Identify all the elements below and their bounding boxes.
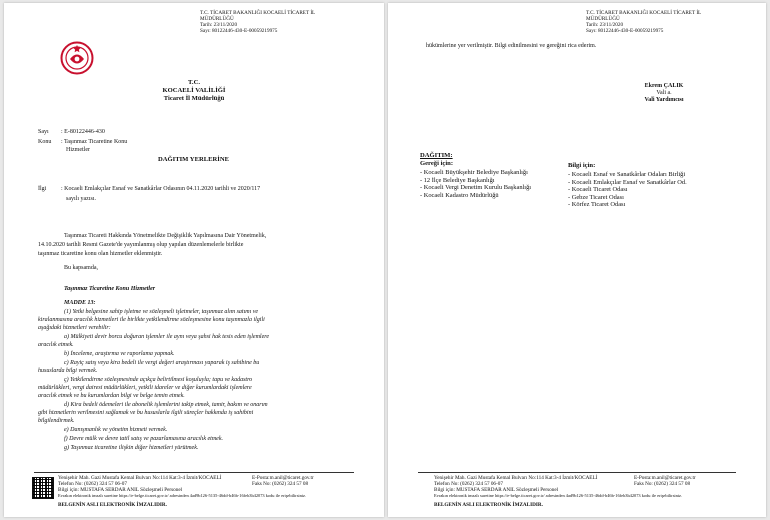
madde-line: f) Devre mülk ve devre tatil satış ve pazarlamasına aracılık etmek. [64,436,224,442]
madde-line: kiralanmasına aracılık hizmetleri ile birlikte yetkilendirme sözleşmesine konu taşınmazla ilgili [38,317,265,323]
signature-block: Ekrem ÇALIK Vali a. Vali Yardımcısı [644,83,684,103]
madde-line: b) İnceleme, araştırma ve raporlama yapmak. [64,351,175,357]
madde-line: aşağıdaki hizmetleri verebilir: [38,325,111,331]
closing-line: hükümlerine yer verilmiştir. Bilgi edinilmesini ve gereğini rica ederim. [426,43,597,49]
qr-code-icon [32,477,54,499]
list-item: - Kocaeli Vergi Denetim Kurulu Başkanlığı [420,184,532,192]
sayi-label: Sayı [38,129,49,135]
footer-right: E-Posta:m.anil@ticaret.gov.tr Faks No: (0262) 324 57 08 [634,475,696,487]
sayi-value: : E-80122446-430 [61,129,105,135]
ilgi-value-2: sayılı yazısı. [66,196,96,202]
body-line-2: 14.10.2020 tarihli Resmi Gazete'de yayımlanmış olup yapılan düzenlemelerle birlikte [38,242,244,248]
konu-value: : Taşınmaz Ticaretine Konu [61,139,128,145]
org-header: T.C. KOCAELİ VALİLİĞİ Ticaret İl Müdürlüğü [162,79,226,102]
madde-line: ç) Yetkilendirme sözleşmesinde açıkça belirtilmesi koşuluyla; tapu ve kadastro [64,377,253,383]
document-page-2 [388,3,766,517]
list-item: - Gebze Ticaret Odası [568,193,624,201]
madde-line: aracılık etmek ve bu kurumlardan bilgi ve belge temin etmek. [38,393,185,399]
section-title: Taşınmaz Ticaretine Konu Hizmetler [64,286,156,292]
konu-label: Konu [38,139,52,145]
madde-line: g) Taşınmaz ticaretine ilişkin diğer hizmetleri yürütmek. [64,445,199,451]
list-item: - Kocaeli Esnaf ve Sanatkârlar Odaları Birliği [568,171,686,178]
konu-value-2: Hizmetler [66,147,90,153]
ilgi-value: : Kocaeli Emlakçılar Esnaf ve Sanatkârlar Odasının 04.11.2020 tarihli ve 2020/117 [61,186,261,192]
list-item: - Kocaeli Kadastro Müdürlüğü [420,191,499,199]
geregi-list [420,169,531,199]
footer-bottom: BELGENİN ASLI ELEKTRONİK İMZALIDIR. [58,502,167,508]
dagitim-title: DAĞITIM: [420,152,453,159]
footer-bottom: BELGENİN ASLI ELEKTRONİK İMZALIDIR. [434,502,543,508]
footer [4,469,384,517]
bu-kapsamda: Bu kapsamda, [64,265,98,271]
list-item: - Körfez Ticaret Odası [568,201,626,209]
footer-divider [418,472,736,473]
header-right: T.C. TİCARET BAKANLIĞI KOCAELİ TİCARET İL MÜDÜRLÜĞÜ Tarih: 23/11/2020 Sayı: 80122446-430-E-00059219975 [586,10,702,34]
document-page-1 [4,3,384,517]
bilgi-title: Bilgi için: [568,162,596,169]
madde-line: aracılık etmek. [38,342,74,348]
madde-heading: MADDE 13: [64,300,96,306]
madde-line: c) Rayiç satış veya kira bedeli ile vergi değeri araştırması yaparak iş sahibine bu [64,360,260,366]
madde-line: (1) Yetki belgesine sahip işletme ve sözleşmeli işletmeler, taşınmaz alım satımı ve [64,309,259,315]
bilgi-list [568,171,687,209]
madde-line: hususlarda bilgi vermek. [38,368,98,374]
geregi-title: Gereği için: [420,160,454,167]
dagitim-heading: DAĞITIM YERLERİNE [158,156,230,163]
footer-left: Yenişehir Mah. Gazi Mustafa Kemal Bulvarı No:114 Kat:3-4 İzmit/KOCAELİ Telefon No: (0262) 324 57 06-07 Bilgi için: MUSTAFA SERDAR ANIL Sözleşmeli Personel Evrakın elektronik imzalı suretine https://e-belge.ticaret.gov.tr/ adresinden 4ad9b126-5135-46dd-b46b-16feb3b42073 kodu ile erişebilirsiniz. [434,475,683,498]
madde-line: gibi hizmetlerin verilmesini sağlamak ve bu hususlarla ilgili süreçler hakkında iş sahibini [38,410,254,416]
madde-line: bilgilendirmek. [38,418,75,424]
ilgi-label: İlgi [38,186,47,192]
madde-line: d) Kira bedeli ödemeleri ile abonelik işlemlerini takip etmek, tamir, bakım ve onarım [64,402,268,408]
list-item: - Kocaeli Ticaret Odası [568,186,628,194]
footer-left: Yenişehir Mah. Gazi Mustafa Kemal Bulvarı No:114 Kat:3-4 İzmit/KOCAELİ Telefon No: (0262) 324 57 06-07 Bilgi için: MUSTAFA SERDAR ANIL Sözleşmeli Personel Evrakın elektronik imzalı suretine https://e-belge.ticaret.gov.tr/ adresinden 4ad9b126-5135-46dd-b46b-16feb3b42073 kodu ile erişebilirsiniz. [58,475,307,498]
list-item: - Kocaeli Emlakçılar Esnaf ve Sanatkârlar Od. [568,178,687,186]
list-item: - 12 İlçe Belediye Başkanlığı [420,176,495,184]
list-item: - Kocaeli Büyükşehir Belediye Başkanlığı [420,169,528,176]
footer-right: E-Posta:m.anil@ticaret.gov.tr Faks No: (0262) 324 57 08 [252,475,314,487]
footer [388,469,766,517]
madde-line: e) Danışmanlık ve yönetim hizmeti vermek. [64,427,168,433]
header-right: T.C. TİCARET BAKANLIĞI KOCAELİ TİCARET İL MÜDÜRLÜĞÜ Tarih: 23/11/2020 Sayı: 80122446-430-E-00059219975 [200,10,316,34]
madde-line: müdürlükleri, vergi dairesi müdürlükleri, yetkili idareler ve diğer kurumlardaki işlemlere [38,385,252,391]
ministry-of-trade-logo-icon [60,41,94,75]
body-line-1: Taşınmaz Ticareti Hakkında Yönetmelikte Değişiklik Yapılmasına Dair Yönetmelik, [64,233,267,239]
madde-line: a) Mülkiyeti devir borcu doğuran işlemler ile aynı veya şahsi hak tesis eden işlemlere [64,334,270,340]
body-line-3: taşınmaz ticaretine konu olan hizmetler eklenmiştir. [38,251,163,257]
footer-divider [34,472,354,473]
